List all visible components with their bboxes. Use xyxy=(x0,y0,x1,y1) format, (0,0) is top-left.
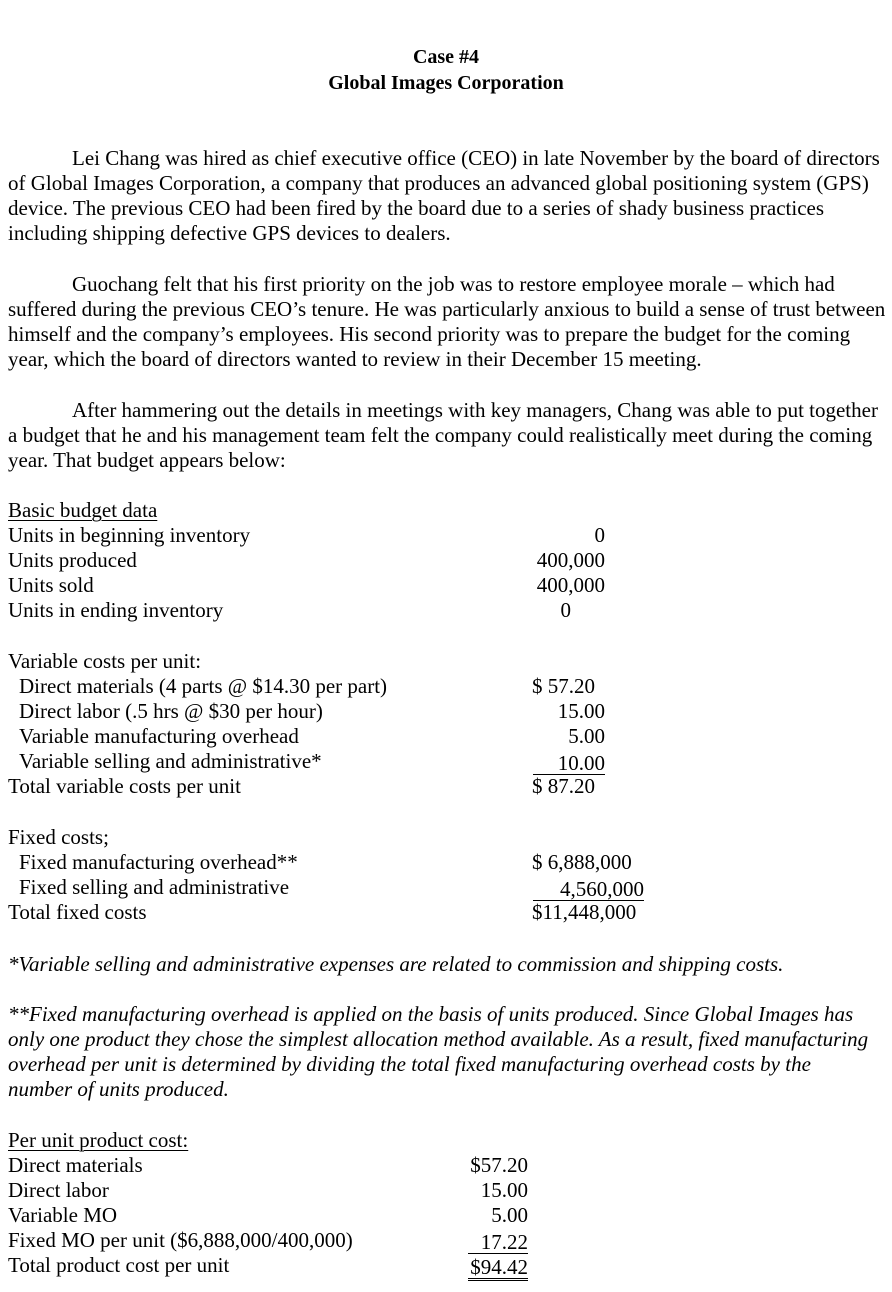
variable-cost-label: Direct materials (4 parts @ $14.30 per part) xyxy=(19,674,388,698)
variable-cost-value: 15.00 xyxy=(557,699,605,723)
fixed-cost-label: Fixed selling and administrative xyxy=(19,875,290,899)
budget-row-value: 400,000 xyxy=(536,548,605,572)
paragraph-1: Lei Chang was hired as chief executive office (CEO) in late November by the board of directors of Global Images Corporation, a company that produces an advanced global positioning system (GPS) device. The previous CEO had been fired by the board due to a series of shady business practices including shipping defective GPS devices to dealers. xyxy=(8,146,880,245)
budget-row-label: Units sold xyxy=(8,573,94,597)
fixed-total-label: Total fixed costs xyxy=(8,900,147,924)
fixed-costs-heading: Fixed costs; xyxy=(8,825,109,849)
variable-cost-label: Variable selling and administrative* xyxy=(19,749,322,773)
case-number: Case #4 xyxy=(412,46,480,68)
variable-cost-value: $ 57.20 xyxy=(532,674,595,698)
variable-costs-heading: Variable costs per unit: xyxy=(8,649,202,673)
paragraph-2: Guochang felt that his first priority on the job was to restore employee morale – which had suffered during the previous CEO’s tenure. He was particularly anxious to build a sense of trust between himself and the company’s employees. His second priority was to prepare the budget for the coming year, which the board of directors wanted to review in their December 15 meeting. xyxy=(8,272,886,371)
product-cost-value: 17.22 xyxy=(468,1231,528,1254)
variable-cost-value: 10.00 xyxy=(533,752,605,775)
product-cost-label: Direct materials xyxy=(8,1153,143,1177)
budget-row-label: Units produced xyxy=(8,548,137,572)
variable-total-label: Total variable costs per unit xyxy=(8,774,241,798)
product-total-label: Total product cost per unit xyxy=(8,1253,230,1277)
product-cost-label: Variable MO xyxy=(8,1203,118,1227)
product-cost-value: 15.00 xyxy=(480,1178,528,1202)
footnote-variable-selling: *Variable selling and administrative expenses are related to commission and shipping costs. xyxy=(8,952,784,976)
product-cost-label: Fixed MO per unit ($6,888,000/400,000) xyxy=(8,1228,353,1252)
product-total-value: $94.42 xyxy=(468,1256,528,1281)
fixed-cost-label: Fixed manufacturing overhead** xyxy=(19,850,298,874)
variable-cost-label: Variable manufacturing overhead xyxy=(19,724,299,748)
variable-cost-value: 5.00 xyxy=(568,724,605,748)
product-cost-value: 5.00 xyxy=(491,1203,528,1227)
footnote-fixed-overhead: **Fixed manufacturing overhead is applied on the basis of units produced. Since Global Images has only one product they chose the simplest allocation method available. As a result, fixed manufacturing overhead per unit is determined by dividing the total fixed manufacturing overhead costs by the number of units produced. xyxy=(8,1002,869,1101)
case-title xyxy=(0,44,892,96)
budget-row-value: 400,000 xyxy=(536,573,605,597)
fixed-cost-value: 4,560,000 xyxy=(533,878,644,901)
budget-row-label: Units in beginning inventory xyxy=(8,523,251,547)
budget-row-value: 0 xyxy=(594,523,605,547)
variable-total-value: $ 87.20 xyxy=(532,774,595,798)
fixed-total-value: $11,448,000 xyxy=(532,900,637,924)
fixed-cost-value: $ 6,888,000 xyxy=(532,850,632,874)
product-cost-value: $57.20 xyxy=(470,1153,528,1177)
company-name: Global Images Corporation xyxy=(328,72,564,94)
product-cost-heading: Per unit product cost: xyxy=(8,1128,189,1152)
budget-row-value: 0 xyxy=(560,598,571,622)
budget-row-label: Units in ending inventory xyxy=(8,598,224,622)
basic-budget-heading: Basic budget data xyxy=(8,498,158,522)
variable-cost-label: Direct labor (.5 hrs @ $30 per hour) xyxy=(19,699,323,723)
product-cost-label: Direct labor xyxy=(8,1178,109,1202)
paragraph-3: After hammering out the details in meetings with key managers, Chang was able to put together a budget that he and his management team felt the company could realistically meet during the coming year. That budget appears below: xyxy=(8,398,878,472)
